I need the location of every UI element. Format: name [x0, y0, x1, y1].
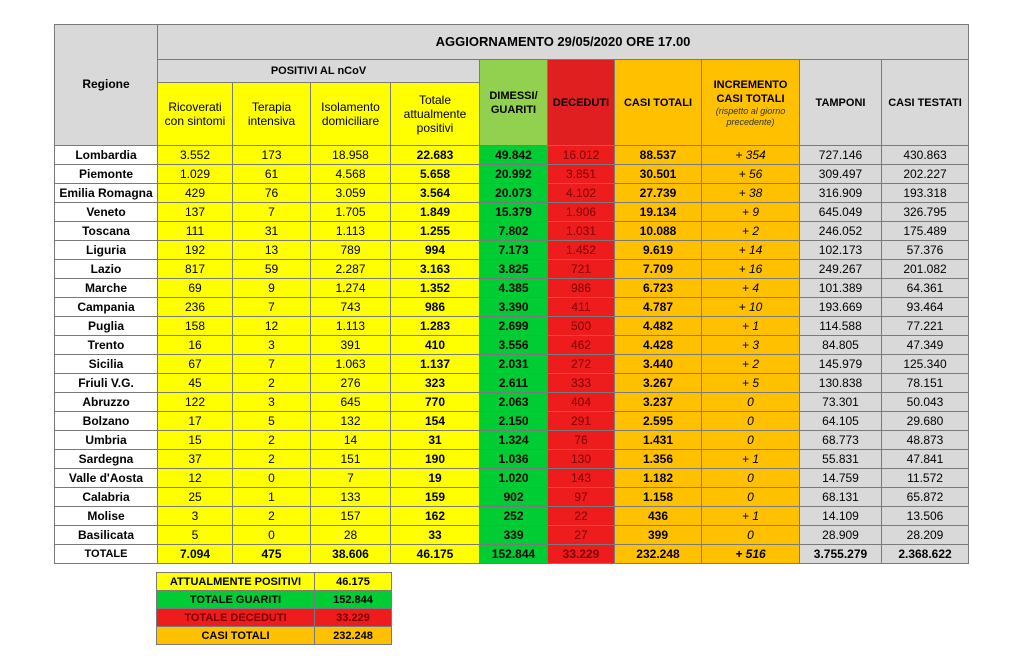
cell-ricoverati: 7.094 [158, 545, 233, 564]
cell-casi-testati: 77.221 [882, 317, 969, 336]
cell-tamponi: 55.831 [800, 450, 882, 469]
cell-isolamento: 4.568 [311, 165, 391, 184]
cell-casi-totali: 399 [615, 526, 702, 545]
cell-terapia: 76 [233, 184, 311, 203]
summary-value: 46.175 [315, 573, 392, 591]
table-row [55, 469, 969, 488]
cell-tamponi: 249.267 [800, 260, 882, 279]
cell-casi-testati: 29.680 [882, 412, 969, 431]
cell-regione: Sardegna [55, 450, 158, 469]
cell-incremento: + 5 [702, 374, 800, 393]
table-row [55, 203, 969, 222]
cell-casi-testati: 48.873 [882, 431, 969, 450]
cell-casi-totali: 3.267 [615, 374, 702, 393]
cell-deceduti: 143 [548, 469, 615, 488]
summary-label: TOTALE DECEDUTI [157, 609, 315, 627]
cell-totale-positivi: 323 [391, 374, 480, 393]
cell-totale-positivi: 159 [391, 488, 480, 507]
cell-ricoverati: 137 [158, 203, 233, 222]
header-regione: Regione [55, 25, 158, 146]
cell-incremento: + 2 [702, 355, 800, 374]
cell-deceduti: 404 [548, 393, 615, 412]
cell-ricoverati: 5 [158, 526, 233, 545]
cell-totale-positivi: 190 [391, 450, 480, 469]
cell-isolamento: 276 [311, 374, 391, 393]
cell-tamponi: 68.131 [800, 488, 882, 507]
cell-ricoverati: 12 [158, 469, 233, 488]
cell-dimessi: 2.699 [480, 317, 548, 336]
cell-dimessi: 2.150 [480, 412, 548, 431]
cell-dimessi: 252 [480, 507, 548, 526]
cell-casi-totali: 436 [615, 507, 702, 526]
cell-incremento: + 10 [702, 298, 800, 317]
cell-regione: Lazio [55, 260, 158, 279]
cell-terapia: 9 [233, 279, 311, 298]
cell-incremento: 0 [702, 469, 800, 488]
cell-casi-testati: 28.209 [882, 526, 969, 545]
cell-casi-totali: 10.088 [615, 222, 702, 241]
cell-ricoverati: 45 [158, 374, 233, 393]
cell-regione: Campania [55, 298, 158, 317]
cell-casi-totali: 4.787 [615, 298, 702, 317]
cell-totale-positivi: 3.163 [391, 260, 480, 279]
cell-incremento: 0 [702, 526, 800, 545]
cell-deceduti: 4.102 [548, 184, 615, 203]
cell-deceduti: 33.229 [548, 545, 615, 564]
cell-terapia: 59 [233, 260, 311, 279]
cell-regione: Bolzano [55, 412, 158, 431]
cell-ricoverati: 69 [158, 279, 233, 298]
cell-totale-positivi: 1.137 [391, 355, 480, 374]
table-row [55, 165, 969, 184]
cell-terapia: 3 [233, 336, 311, 355]
cell-casi-testati: 78.151 [882, 374, 969, 393]
cell-isolamento: 1.705 [311, 203, 391, 222]
cell-tamponi: 645.049 [800, 203, 882, 222]
cell-tamponi: 3.755.279 [800, 545, 882, 564]
cell-dimessi: 2.611 [480, 374, 548, 393]
cell-regione: Molise [55, 507, 158, 526]
cell-terapia: 2 [233, 450, 311, 469]
cell-totale-positivi: 31 [391, 431, 480, 450]
cell-deceduti: 272 [548, 355, 615, 374]
cell-dimessi: 1.324 [480, 431, 548, 450]
header-terapia: Terapia intensiva [233, 83, 311, 146]
cell-casi-testati: 175.489 [882, 222, 969, 241]
cell-dimessi: 3.390 [480, 298, 548, 317]
cell-deceduti: 130 [548, 450, 615, 469]
cell-tamponi: 28.909 [800, 526, 882, 545]
header-isolamento: Isolamento domiciliare [311, 83, 391, 146]
cell-casi-testati: 11.572 [882, 469, 969, 488]
cell-deceduti: 462 [548, 336, 615, 355]
cell-isolamento: 2.287 [311, 260, 391, 279]
cell-tamponi: 14.759 [800, 469, 882, 488]
table-row [55, 507, 969, 526]
cell-ricoverati: 192 [158, 241, 233, 260]
table-row [55, 241, 969, 260]
summary-label: TOTALE GUARITI [157, 591, 315, 609]
cell-terapia: 61 [233, 165, 311, 184]
cell-tamponi: 309.497 [800, 165, 882, 184]
cell-tamponi: 145.979 [800, 355, 882, 374]
cell-incremento: + 38 [702, 184, 800, 203]
summary-value: 152.844 [315, 591, 392, 609]
cell-deceduti: 1.906 [548, 203, 615, 222]
cell-casi-totali: 7.709 [615, 260, 702, 279]
summary-value: 232.248 [315, 627, 392, 645]
cell-totale-positivi: 994 [391, 241, 480, 260]
cell-casi-totali: 30.501 [615, 165, 702, 184]
cell-dimessi: 20.992 [480, 165, 548, 184]
cell-tamponi: 102.173 [800, 241, 882, 260]
cell-isolamento: 743 [311, 298, 391, 317]
cell-terapia: 13 [233, 241, 311, 260]
cell-isolamento: 1.063 [311, 355, 391, 374]
cell-isolamento: 133 [311, 488, 391, 507]
cell-incremento: 0 [702, 431, 800, 450]
cell-casi-testati: 125.340 [882, 355, 969, 374]
cell-dimessi: 1.036 [480, 450, 548, 469]
cell-incremento: + 14 [702, 241, 800, 260]
cell-isolamento: 645 [311, 393, 391, 412]
cell-regione: Veneto [55, 203, 158, 222]
cell-ricoverati: 15 [158, 431, 233, 450]
header-incremento-label: INCREMENTO CASI TOTALI [713, 78, 788, 105]
table-title: AGGIORNAMENTO 29/05/2020 ORE 17.00 [158, 25, 969, 60]
table-row [55, 488, 969, 507]
cell-casi-totali: 1.356 [615, 450, 702, 469]
cell-isolamento: 38.606 [311, 545, 391, 564]
cell-deceduti: 22 [548, 507, 615, 526]
cell-dimessi: 3.825 [480, 260, 548, 279]
cell-dimessi: 49.842 [480, 146, 548, 165]
cell-ricoverati: 37 [158, 450, 233, 469]
cell-ricoverati: 429 [158, 184, 233, 203]
cell-tamponi: 101.389 [800, 279, 882, 298]
cell-ricoverati: 817 [158, 260, 233, 279]
cell-totale-positivi: 46.175 [391, 545, 480, 564]
cell-terapia: 31 [233, 222, 311, 241]
cell-regione: Marche [55, 279, 158, 298]
summary-label: CASI TOTALI [157, 627, 315, 645]
cell-dimessi: 2.031 [480, 355, 548, 374]
cell-incremento: + 354 [702, 146, 800, 165]
table-row [55, 374, 969, 393]
cell-isolamento: 14 [311, 431, 391, 450]
cell-totale-positivi: 33 [391, 526, 480, 545]
cell-terapia: 0 [233, 469, 311, 488]
cell-dimessi: 4.385 [480, 279, 548, 298]
table-row [55, 146, 969, 165]
cell-tamponi: 84.805 [800, 336, 882, 355]
cell-terapia: 5 [233, 412, 311, 431]
cell-terapia: 12 [233, 317, 311, 336]
cell-incremento: 0 [702, 393, 800, 412]
cell-casi-testati: 326.795 [882, 203, 969, 222]
table-row [55, 260, 969, 279]
cell-casi-testati: 193.318 [882, 184, 969, 203]
cell-casi-totali: 19.134 [615, 203, 702, 222]
cell-totale-positivi: 410 [391, 336, 480, 355]
cell-tamponi: 727.146 [800, 146, 882, 165]
cell-incremento: + 2 [702, 222, 800, 241]
cell-regione: Puglia [55, 317, 158, 336]
cell-regione: Trento [55, 336, 158, 355]
cell-deceduti: 3.851 [548, 165, 615, 184]
cell-regione: Friuli V.G. [55, 374, 158, 393]
cell-deceduti: 721 [548, 260, 615, 279]
cell-deceduti: 411 [548, 298, 615, 317]
cell-totale-positivi: 770 [391, 393, 480, 412]
cell-isolamento: 1.113 [311, 222, 391, 241]
cell-incremento: + 9 [702, 203, 800, 222]
cell-tamponi: 114.588 [800, 317, 882, 336]
cell-isolamento: 151 [311, 450, 391, 469]
cell-regione: Umbria [55, 431, 158, 450]
cell-regione: Lombardia [55, 146, 158, 165]
cell-deceduti: 16.012 [548, 146, 615, 165]
cell-terapia: 7 [233, 355, 311, 374]
cell-incremento: + 4 [702, 279, 800, 298]
header-dimessi: DIMESSI/ GUARITI [480, 60, 548, 146]
cell-ricoverati: 16 [158, 336, 233, 355]
cell-totale-positivi: 3.564 [391, 184, 480, 203]
cell-tamponi: 14.109 [800, 507, 882, 526]
cell-totale-positivi: 1.283 [391, 317, 480, 336]
cell-incremento: + 1 [702, 317, 800, 336]
cell-dimessi: 7.173 [480, 241, 548, 260]
header-casi-totali: CASI TOTALI [615, 60, 702, 146]
cell-dimessi: 152.844 [480, 545, 548, 564]
cell-tamponi: 73.301 [800, 393, 882, 412]
cell-terapia: 173 [233, 146, 311, 165]
cell-regione: Basilicata [55, 526, 158, 545]
cell-deceduti: 97 [548, 488, 615, 507]
summary-row-deceduti [157, 609, 392, 627]
cell-casi-testati: 430.863 [882, 146, 969, 165]
cell-terapia: 3 [233, 393, 311, 412]
cell-casi-testati: 57.376 [882, 241, 969, 260]
cell-incremento: 0 [702, 488, 800, 507]
cell-casi-testati: 201.082 [882, 260, 969, 279]
header-positivi-group: POSITIVI AL nCoV [158, 60, 480, 83]
header-ricoverati: Ricoverati con sintomi [158, 83, 233, 146]
cell-dimessi: 902 [480, 488, 548, 507]
summary-value: 33.229 [315, 609, 392, 627]
cell-deceduti: 291 [548, 412, 615, 431]
table-row [55, 298, 969, 317]
cell-isolamento: 1.274 [311, 279, 391, 298]
cell-dimessi: 3.556 [480, 336, 548, 355]
cell-regione: Abruzzo [55, 393, 158, 412]
header-totale-positivi: Totale attualmente positivi [391, 83, 480, 146]
cell-terapia: 0 [233, 526, 311, 545]
header-incremento-note: (rispetto al giorno precedente) [715, 105, 786, 127]
cell-totale-positivi: 986 [391, 298, 480, 317]
header-incremento [702, 60, 800, 146]
cell-casi-testati: 2.368.622 [882, 545, 969, 564]
cell-incremento: + 516 [702, 545, 800, 564]
cell-dimessi: 339 [480, 526, 548, 545]
cell-deceduti: 1.452 [548, 241, 615, 260]
cell-casi-totali: 4.482 [615, 317, 702, 336]
cell-casi-totali: 4.428 [615, 336, 702, 355]
cell-ricoverati: 67 [158, 355, 233, 374]
cell-incremento: + 3 [702, 336, 800, 355]
cell-incremento: + 16 [702, 260, 800, 279]
cell-casi-totali: 2.595 [615, 412, 702, 431]
cell-totale-positivi: 154 [391, 412, 480, 431]
cell-casi-totali: 1.158 [615, 488, 702, 507]
cell-isolamento: 157 [311, 507, 391, 526]
cell-isolamento: 18.958 [311, 146, 391, 165]
cell-totale-positivi: 5.658 [391, 165, 480, 184]
cell-deceduti: 500 [548, 317, 615, 336]
table-row [55, 355, 969, 374]
table-row [55, 393, 969, 412]
cell-tamponi: 68.773 [800, 431, 882, 450]
cell-dimessi: 7.802 [480, 222, 548, 241]
cell-isolamento: 3.059 [311, 184, 391, 203]
cell-totale-positivi: 19 [391, 469, 480, 488]
table-row [55, 279, 969, 298]
cell-totale-positivi: 162 [391, 507, 480, 526]
cell-terapia: 7 [233, 203, 311, 222]
cell-terapia: 2 [233, 431, 311, 450]
cell-regione: Toscana [55, 222, 158, 241]
cell-totale-positivi: 1.255 [391, 222, 480, 241]
cell-incremento: 0 [702, 412, 800, 431]
cell-dimessi: 20.073 [480, 184, 548, 203]
table-body [55, 146, 969, 564]
header-deceduti: DECEDUTI [548, 60, 615, 146]
cell-dimessi: 1.020 [480, 469, 548, 488]
cell-casi-totali: 3.237 [615, 393, 702, 412]
cell-tamponi: 193.669 [800, 298, 882, 317]
table-row [55, 450, 969, 469]
cell-deceduti: 1.031 [548, 222, 615, 241]
cell-totale-positivi: 1.352 [391, 279, 480, 298]
cell-isolamento: 28 [311, 526, 391, 545]
summary-label: ATTUALMENTE POSITIVI [157, 573, 315, 591]
cell-terapia: 475 [233, 545, 311, 564]
cell-incremento: + 56 [702, 165, 800, 184]
cell-tamponi: 246.052 [800, 222, 882, 241]
cell-incremento: + 1 [702, 507, 800, 526]
table-row [55, 336, 969, 355]
header-casi-testati: CASI TESTATI [882, 60, 969, 146]
cell-terapia: 7 [233, 298, 311, 317]
cell-casi-totali: 1.182 [615, 469, 702, 488]
cell-tamponi: 64.105 [800, 412, 882, 431]
cell-ricoverati: 3.552 [158, 146, 233, 165]
cell-casi-totali: 232.248 [615, 545, 702, 564]
table-row [55, 184, 969, 203]
cell-casi-totali: 1.431 [615, 431, 702, 450]
cell-casi-totali: 3.440 [615, 355, 702, 374]
cell-dimessi: 2.063 [480, 393, 548, 412]
header-tamponi: TAMPONI [800, 60, 882, 146]
table-row [55, 317, 969, 336]
table-row [55, 431, 969, 450]
table-row [55, 412, 969, 431]
summary-row-guariti [157, 591, 392, 609]
cell-ricoverati: 158 [158, 317, 233, 336]
cell-casi-totali: 6.723 [615, 279, 702, 298]
cell-ricoverati: 236 [158, 298, 233, 317]
cell-ricoverati: 3 [158, 507, 233, 526]
cell-casi-totali: 9.619 [615, 241, 702, 260]
cell-ricoverati: 1.029 [158, 165, 233, 184]
cell-casi-testati: 47.841 [882, 450, 969, 469]
cell-isolamento: 391 [311, 336, 391, 355]
cell-ricoverati: 25 [158, 488, 233, 507]
cell-dimessi: 15.379 [480, 203, 548, 222]
cell-isolamento: 7 [311, 469, 391, 488]
cell-casi-testati: 13.506 [882, 507, 969, 526]
cell-regione: Piemonte [55, 165, 158, 184]
cell-tamponi: 130.838 [800, 374, 882, 393]
cell-regione: TOTALE [55, 545, 158, 564]
cell-isolamento: 1.113 [311, 317, 391, 336]
cell-casi-testati: 202.227 [882, 165, 969, 184]
cell-tamponi: 316.909 [800, 184, 882, 203]
table-row [55, 526, 969, 545]
cell-casi-testati: 50.043 [882, 393, 969, 412]
total-row [55, 545, 969, 564]
cell-isolamento: 132 [311, 412, 391, 431]
cell-regione: Sicilia [55, 355, 158, 374]
summary-row-positivi [157, 573, 392, 591]
cell-terapia: 2 [233, 507, 311, 526]
cell-terapia: 2 [233, 374, 311, 393]
cell-casi-testati: 93.464 [882, 298, 969, 317]
summary-table [156, 572, 392, 645]
cell-incremento: + 1 [702, 450, 800, 469]
cell-casi-totali: 27.739 [615, 184, 702, 203]
cell-deceduti: 986 [548, 279, 615, 298]
cell-casi-testati: 64.361 [882, 279, 969, 298]
cell-deceduti: 76 [548, 431, 615, 450]
cell-regione: Emilia Romagna [55, 184, 158, 203]
cell-casi-totali: 88.537 [615, 146, 702, 165]
cell-regione: Liguria [55, 241, 158, 260]
cell-ricoverati: 122 [158, 393, 233, 412]
covid-regional-table [54, 24, 969, 564]
cell-regione: Valle d'Aosta [55, 469, 158, 488]
cell-isolamento: 789 [311, 241, 391, 260]
cell-totale-positivi: 22.683 [391, 146, 480, 165]
cell-terapia: 1 [233, 488, 311, 507]
cell-ricoverati: 17 [158, 412, 233, 431]
cell-casi-testati: 47.349 [882, 336, 969, 355]
summary-row-casi-totali [157, 627, 392, 645]
cell-casi-testati: 65.872 [882, 488, 969, 507]
cell-deceduti: 27 [548, 526, 615, 545]
table-header [55, 25, 969, 146]
table-row [55, 222, 969, 241]
cell-regione: Calabria [55, 488, 158, 507]
cell-ricoverati: 111 [158, 222, 233, 241]
cell-deceduti: 333 [548, 374, 615, 393]
cell-totale-positivi: 1.849 [391, 203, 480, 222]
